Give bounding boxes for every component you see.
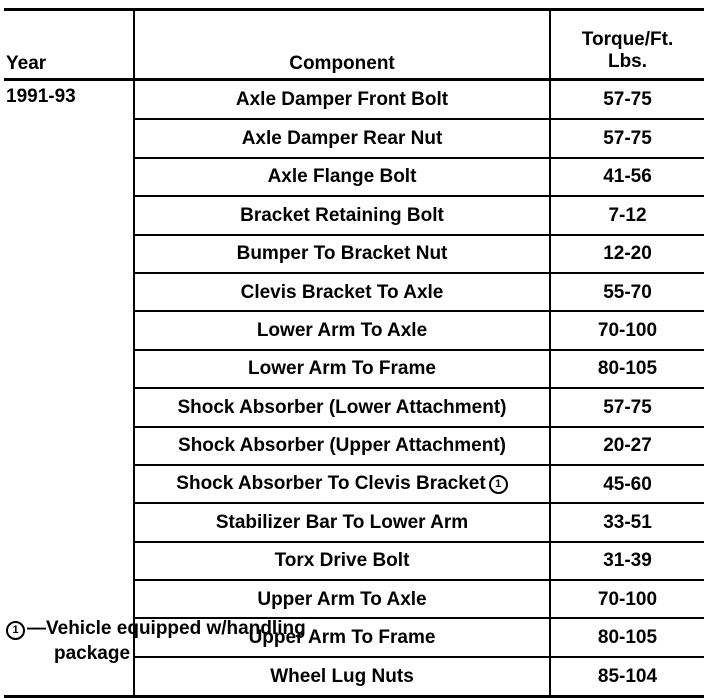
component-label: Shock Absorber (Lower Attachment) [177,396,507,418]
year-cell-empty [4,273,134,311]
table-row [4,158,704,196]
component-label: Bracket Retaining Bolt [240,204,444,226]
year-cell-empty [4,235,134,273]
component-label: Torx Drive Bolt [274,550,410,572]
component-label: Upper Arm To Axle [257,588,427,610]
year-cell-empty [4,388,134,426]
component-cell [134,119,550,157]
component-cell [134,542,550,580]
component-cell [134,273,550,311]
table-row [4,580,704,618]
year-cell-empty [4,503,134,541]
component-cell [134,235,550,273]
component-cell [134,503,550,541]
table-row [4,273,704,311]
year-cell-empty [4,311,134,349]
year-cell-empty [4,350,134,388]
table-row [4,388,704,426]
component-header: Component [134,10,550,80]
torque-cell: 45-60 [550,465,704,503]
year-cell-empty [4,196,134,234]
year-cell-empty [4,427,134,465]
torque-cell: 70-100 [550,311,704,349]
torque-cell: 33-51 [550,503,704,541]
torque-cell: 57-75 [550,80,704,120]
component-label: Axle Damper Rear Nut [241,128,443,150]
component-cell [134,80,550,120]
torque-cell: 20-27 [550,427,704,465]
footnote [6,616,306,666]
torque-cell: 80-105 [550,350,704,388]
table-row [4,427,704,465]
component-label: Axle Damper Front Bolt [235,89,449,111]
component-cell [134,350,550,388]
table-row [4,465,704,503]
component-label: Bumper To Bracket Nut [236,243,448,265]
torque-cell: 80-105 [550,618,704,656]
table-row [4,80,704,120]
component-cell [134,158,550,196]
table-row [4,503,704,541]
torque-cell: 70-100 [550,580,704,618]
component-cell [134,580,550,618]
component-label: Lower Arm To Axle [256,320,428,342]
table-row [4,311,704,349]
table-row [4,235,704,273]
component-label: Clevis Bracket To Axle [240,281,444,303]
table-row [4,542,704,580]
component-cell [134,427,550,465]
table-row [4,350,704,388]
torque-header-line1: Torque/Ft. [581,29,674,50]
footnote-line1: —Vehicle equipped w/handling [27,618,306,639]
year-cell: 1991-93 [6,86,76,107]
year-header: Year [4,10,134,80]
component-label: Axle Flange Bolt [267,166,417,188]
torque-cell: 85-104 [550,657,704,697]
torque-cell: 55-70 [550,273,704,311]
component-cell [134,465,550,503]
component-cell [134,311,550,349]
torque-spec-table [4,8,704,698]
torque-cell: 57-75 [550,119,704,157]
year-cell-empty [4,542,134,580]
year-cell-empty [4,119,134,157]
footnote-line2: package [54,643,131,664]
torque-cell: 7-12 [550,196,704,234]
year-cell-empty [4,580,134,618]
table-row [4,119,704,157]
torque-header-line2: Lbs. [607,51,648,72]
table-header-row [4,10,704,80]
torque-header [550,10,704,80]
component-label: Shock Absorber To Clevis Bracket [176,473,486,495]
component-label: Upper Arm To Frame [248,627,436,649]
table-row [4,196,704,234]
torque-cell: 41-56 [550,158,704,196]
component-label: Shock Absorber (Upper Attachment) [178,435,506,457]
year-cell-empty [4,158,134,196]
component-label: Lower Arm To Frame [248,358,436,380]
footnote-marker-icon: 1 [6,621,25,640]
component-label: Wheel Lug Nuts [270,666,414,688]
component-cell [134,388,550,426]
torque-cell: 31-39 [550,542,704,580]
component-cell [134,196,550,234]
year-cell-empty [4,465,134,503]
component-label: Stabilizer Bar To Lower Arm [215,511,469,533]
footnote-marker-icon: 1 [489,475,508,494]
torque-cell: 12-20 [550,235,704,273]
torque-cell: 57-75 [550,388,704,426]
